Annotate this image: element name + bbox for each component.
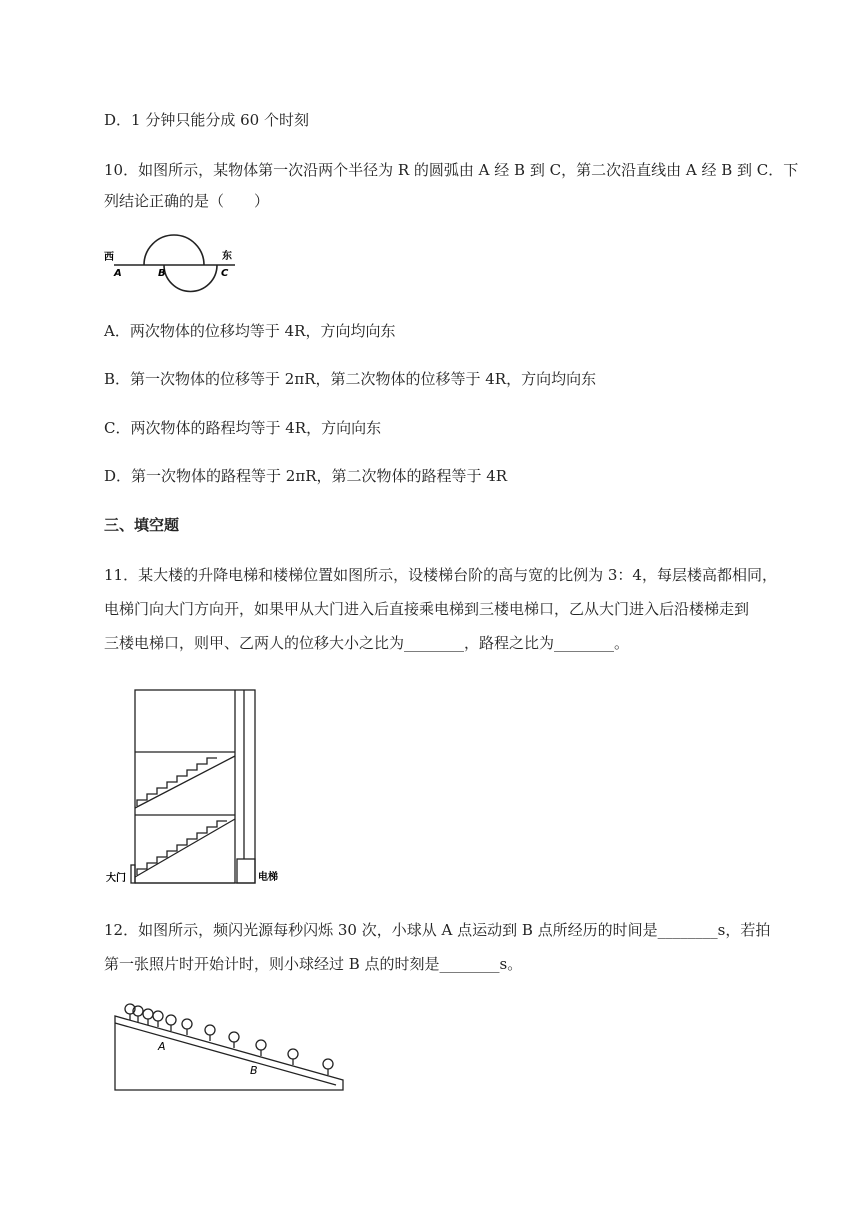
label-b: B xyxy=(158,268,166,279)
q9-option-d: D．1 分钟只能分成 60 个时刻 xyxy=(104,111,309,129)
q10-stem-line-2: 列结论正确的是（ ） xyxy=(104,192,270,210)
label-elevator: 电梯 xyxy=(258,872,278,883)
label-a: A xyxy=(158,1040,166,1053)
q10-arc-figure xyxy=(100,232,250,302)
q12-incline-figure xyxy=(100,1000,360,1098)
q11-stem-line-3: 三楼电梯口，则甲、乙两人的位移大小之比为________，路程之比为________。 xyxy=(104,634,630,652)
q11-stem-line-1: 11．某大楼的升降电梯和楼梯位置如图所示，设楼梯台阶的高与宽的比例为 3：4，每层楼高都相同， xyxy=(104,566,777,584)
label-gate: 大门 xyxy=(106,873,126,884)
label-c: C xyxy=(221,268,229,279)
q10-option-a: A．两次物体的位移均等于 4R，方向均向东 xyxy=(104,322,396,340)
q12-stem-line-2: 第一张照片时开始计时，则小球经过 B 点的时刻是________s。 xyxy=(104,955,523,973)
q10-stem-line-1: 10．如图所示，某物体第一次沿两个半径为 R 的圆弧由 A 经 B 到 C，第二次沿直线由 A 经 B 到 C．下 xyxy=(104,161,799,179)
q10-option-c: C．两次物体的路程均等于 4R，方向向东 xyxy=(104,419,382,437)
label-a: A xyxy=(114,268,122,279)
q11-stem-line-2: 电梯门向大门方向开，如果甲从大门进入后直接乘电梯到三楼电梯口，乙从大门进入后沿楼梯走到 xyxy=(104,600,750,618)
q10-option-d: D．第一次物体的路程等于 2πR，第二次物体的路程等于 4R xyxy=(104,467,508,485)
q10-option-b: B．第一次物体的位移等于 2πR，第二次物体的位移等于 4R，方向均向东 xyxy=(104,370,597,388)
q11-building-figure xyxy=(100,685,300,890)
label-west: 西 xyxy=(104,252,114,263)
label-east: 东 xyxy=(222,251,232,262)
q12-stem-line-1: 12．如图所示，频闪光源每秒闪烁 30 次，小球从 A 点运动到 B 点所经历的时间是________s，若拍 xyxy=(104,921,771,939)
section-heading: 三、填空题 xyxy=(104,516,180,534)
label-b: B xyxy=(250,1064,258,1077)
